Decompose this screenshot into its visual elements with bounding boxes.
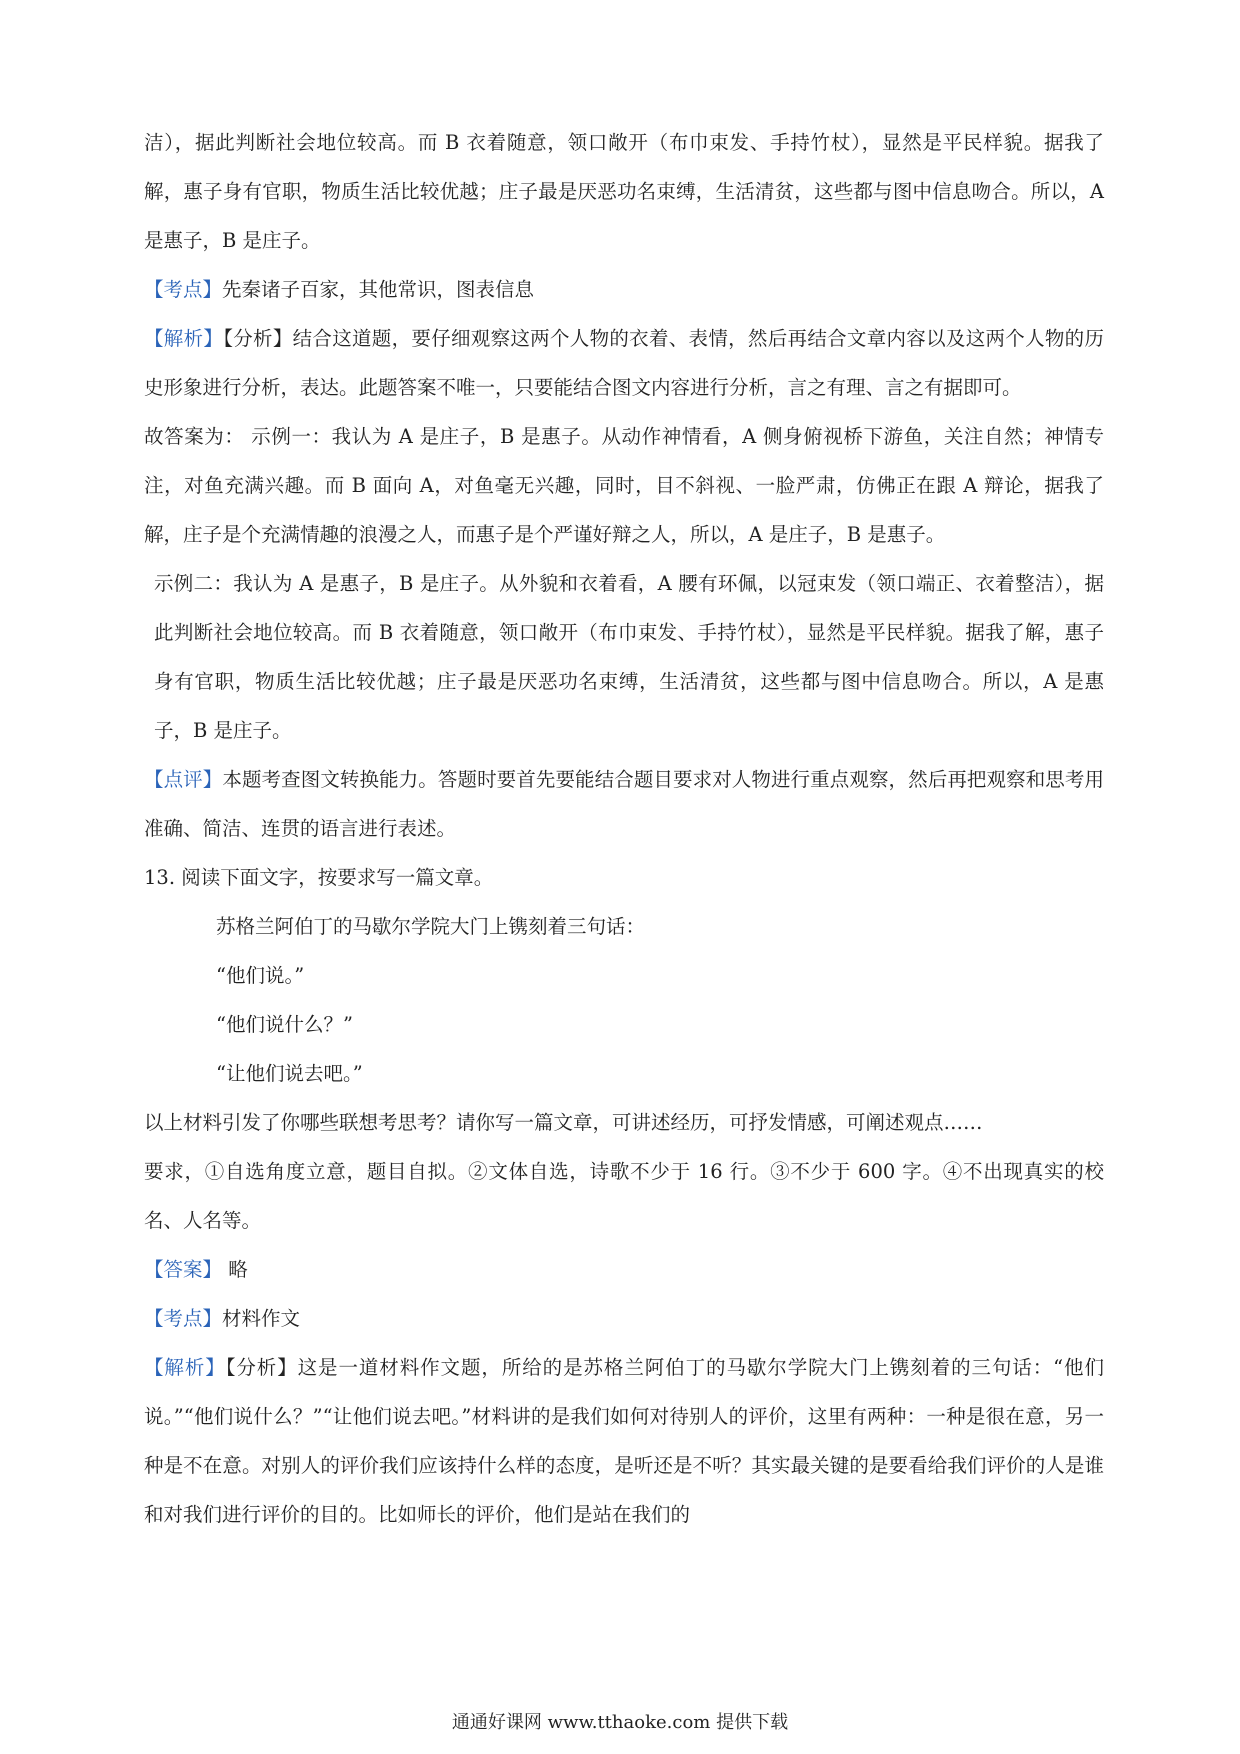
document-body — [144, 118, 1104, 1539]
material-quote — [144, 951, 1104, 1000]
section-tag: 【解析】 — [144, 1356, 226, 1379]
paragraph-text: 【分析】结合这道题，要仔细观察这两个人物的衣着、表情，然后再结合文章内容以及这两个人物的历史形象进行分析，表达。此题答案不唯一，只要能结合图文内容进行分析，言之有理、言之有据即可。 — [144, 327, 1104, 399]
quote-text: “他们说。” — [216, 964, 305, 987]
paragraph-text: 材料作文 — [222, 1307, 301, 1330]
quote-text: “让他们说去吧。” — [216, 1062, 363, 1085]
paragraph-text: 洁），据此判断社会地位较高。而 B 衣着随意，领口敞开（布巾束发、手持竹杖），显然是平民样貌。据我了解，惠子身有官职，物质生活比较优越；庄子最是厌恶功名束缚，生活清贫，这些都与图中信息吻合。所以，A 是惠子，B 是庄子。 — [144, 131, 1104, 252]
kaodian-paragraph — [144, 1294, 1104, 1343]
material-quote — [144, 1049, 1104, 1098]
jiexi-paragraph — [144, 1343, 1104, 1539]
material-text: 苏格兰阿伯丁的马歇尔学院大门上镌刻着三句话： — [216, 915, 646, 938]
question-13 — [144, 853, 1104, 902]
kaodian-paragraph — [144, 265, 1104, 314]
answer-example-1 — [144, 412, 1104, 559]
page-footer — [0, 1708, 1240, 1734]
quote-text: “他们说什么？” — [216, 1013, 353, 1036]
material-quote — [144, 1000, 1104, 1049]
paragraph-text: 要求，①自选角度立意，题目自拟。②文体自选，诗歌不少于 16 行。③不少于 600 字。④不出现真实的校名、人名等。 — [144, 1160, 1104, 1232]
paragraph-text: 【分析】这是一道材料作文题，所给的是苏格兰阿伯丁的马歇尔学院大门上镌刻着的三句话：“他们说。”“他们说什么？”“让他们说去吧。”材料讲的是我们如何对待别人的评价，这里有两种：一种是很在意，另一种是不在意。对别人的评价我们应该持什么样的态度，是听还是不听？其实最关键的是要看给我们评价的人是谁和对我们进行评价的目的。比如师长的评价，他们是站在我们的 — [144, 1356, 1104, 1526]
prompt-paragraph — [144, 1098, 1104, 1147]
paragraph-text: 略 — [222, 1258, 248, 1281]
section-tag: 【解析】 — [144, 327, 224, 350]
jiexi-paragraph — [144, 314, 1104, 412]
answer-example-2 — [144, 559, 1104, 755]
paragraph — [144, 118, 1104, 265]
paragraph-text: 故答案为： 示例一：我认为 A 是庄子，B 是惠子。从动作神情看，A 侧身俯视桥下游鱼，关注自然；神情专注，对鱼充满兴趣。而 B 面向 A，对鱼毫无兴趣，同时，目不斜视、一脸严肃，仿佛正在跟 A 辩论，据我了解，庄子是个充满情趣的浪漫之人，而惠子是个严谨好辩之人，所以，A 是庄子，B 是惠子。 — [144, 425, 1104, 546]
requirements-paragraph — [144, 1147, 1104, 1245]
section-tag: 【考点】 — [144, 1307, 223, 1330]
section-tag: 【考点】 — [144, 278, 223, 301]
paragraph-text: 示例二：我认为 A 是惠子，B 是庄子。从外貌和衣着看，A 腰有环佩，以冠束发（领口端正、衣着整洁），据此判断社会地位较高。而 B 衣着随意，领口敞开（布巾束发、手持竹杖），显然是平民样貌。据我了解，惠子身有官职，物质生活比较优越；庄子最是厌恶功名束缚，生活清贫，这些都与图中信息吻合。所以，A 是惠子，B 是庄子。 — [154, 572, 1104, 742]
footer-text: 通通好课网 www.tthaoke.com 提供下载 — [451, 1712, 789, 1733]
paragraph-text: 本题考查图文转换能力。答题时要首先要能结合题目要求对人物进行重点观察，然后再把观察和思考用准确、简洁、连贯的语言进行表述。 — [144, 768, 1104, 840]
section-tag: 【点评】 — [144, 768, 223, 791]
answer-paragraph — [144, 1245, 1104, 1294]
question-text: 13. 阅读下面文字，按要求写一篇文章。 — [144, 866, 494, 889]
dianping-paragraph — [144, 755, 1104, 853]
paragraph-text: 先秦诸子百家，其他常识，图表信息 — [222, 278, 535, 301]
section-tag: 【答案】 — [144, 1258, 223, 1281]
paragraph-text: 以上材料引发了你哪些联想考思考？请你写一篇文章，可讲述经历，可抒发情感，可阐述观点…… — [144, 1111, 983, 1134]
material-intro — [144, 902, 1104, 951]
